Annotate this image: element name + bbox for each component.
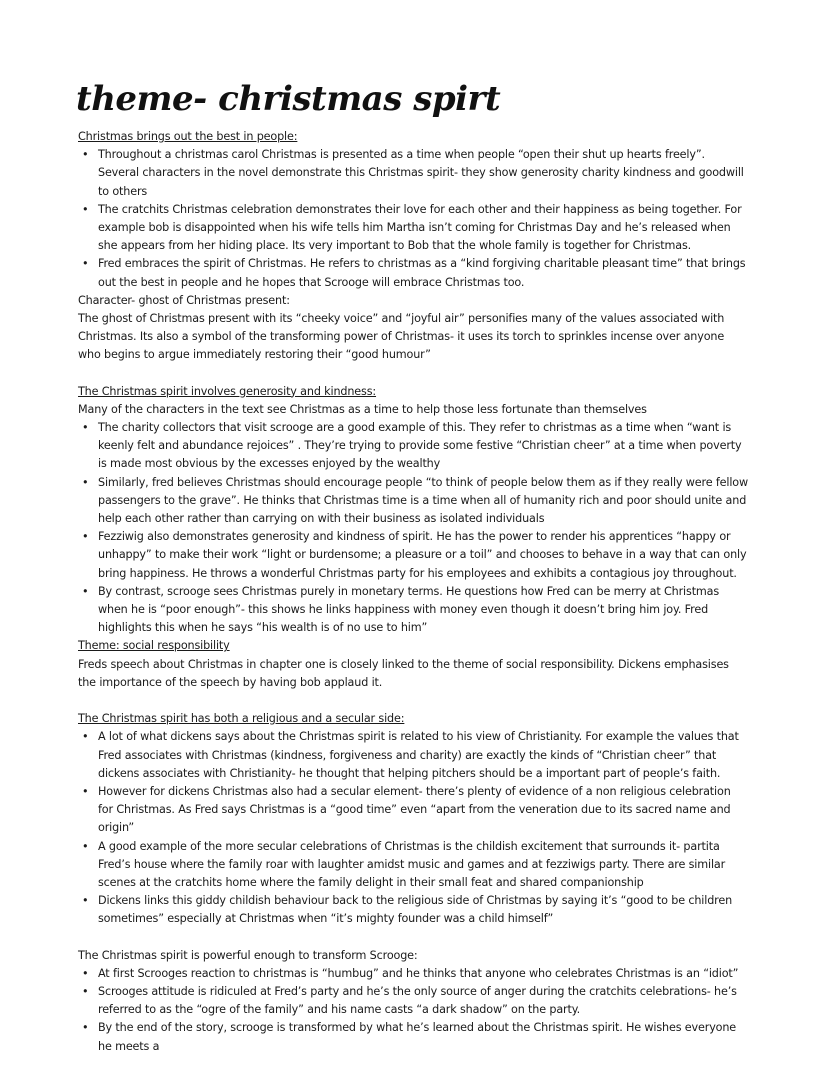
list-item: • Throughout a christmas carol Christmas is presented as a time when people “open their shut up hearts freely”. Several characters in the novel demonstrate this Christmas spirit- they show generosity charity kindness and goodwill to others [78, 146, 748, 201]
list-item: • The cratchits Christmas celebration demonstrates their love for each other and their happiness as being together. For example bob is disappointed when his wife tells him Martha isn’t coming for Christmas Day and he’s released when she appears from her hiding place. Its very important to Bob that the whole family is together for Christmas. [78, 201, 748, 256]
list-item: • Fred embraces the spirit of Christmas. He refers to christmas as a “kind forgiving charitable pleasant time” that brings out the best in people and he hopes that Scrooge will embrace Christmas too. [78, 255, 748, 291]
subsection-label: Character- ghost of Christmas present: [78, 293, 290, 307]
section-transform-scrooge [78, 947, 748, 1056]
bullet-list [78, 965, 748, 1056]
subsection-label: Theme: social responsibility [78, 639, 230, 653]
document-page [78, 70, 748, 1056]
list-item: • Fezziwig also demonstrates generosity and kindness of spirit. He has the power to render his apprentices “happy or unhappy” to make their work “light or burdensome; a pleasure or a toil” and chooses to behave in a way that can only bring happiness. He throws a wonderful Christmas party for his employees and exhibits a contagious joy throughout. [78, 528, 748, 583]
section-generosity [78, 383, 748, 692]
list-item: • By the end of the story, scrooge is transformed by what he’s learned about the Christmas spirit. He wishes everyone he meets a [78, 1019, 748, 1055]
section-best-in-people [78, 128, 748, 365]
section-religious-secular [78, 710, 748, 928]
section-heading: The Christmas spirit is powerful enough to transform Scrooge: [78, 948, 418, 962]
page-title: theme- christmas spirt [76, 79, 501, 119]
section-gap [78, 365, 748, 383]
bullet-list [78, 146, 748, 292]
section-heading: Christmas brings out the best in people: [78, 130, 298, 143]
section-heading: The Christmas spirit involves generosity and kindness: [78, 384, 377, 398]
section-heading: The Christmas spirit has both a religious and a secular side: [78, 712, 405, 726]
list-item: • Similarly, fred believes Christmas should encourage people “to think of people below them as if they really were fellow passengers to the grave”. He thinks that Christmas time is a time when all of humanity rich and poor should unite and help each other rather than carrying on with their business as isolated individuals [78, 474, 748, 529]
list-item: • A lot of what dickens says about the Christmas spirit is related to his view of Christianity. For example the values that Fred associates with Christmas (kindness, forgiveness and charity) are exactly the kinds of “Christian cheer” that dickens associates with Christianity- he thought that helping pitchers should be a important part of people’s faith. [78, 728, 748, 783]
bullet-list [78, 728, 748, 928]
section-gap [78, 692, 748, 710]
list-item: • Dickens links this giddy childish behaviour back to the religious side of Christmas by saying it’s “good to be children sometimes” especially at Christmas when “it’s mighty founder was a child himself” [78, 892, 748, 928]
section-gap [78, 929, 748, 947]
bullet-list [78, 419, 748, 637]
section-intro: Many of the characters in the text see Christmas as a time to help those less fortunate than themselves [78, 402, 647, 416]
list-item: • The charity collectors that visit scrooge are a good example of this. They refer to christmas as a time when “want is keenly felt and abundance rejoices” . They’re trying to provide some festive “Christian cheer” at a time when poverty is made most obvious by the excesses enjoyed by the wealthy [78, 419, 748, 474]
list-item: • At first Scrooges reaction to christmas is “humbug” and he thinks that anyone who celebrates Christmas is an “idiot” [78, 965, 748, 983]
paragraph: The ghost of Christmas present with its “cheeky voice” and “joyful air” personifies many of the values associated with Christmas. Its also a symbol of the transforming power of Christmas- it uses its torch to sprinkles incense over anyone who begins to argue immediately restoring their “good humour” [78, 312, 725, 362]
paragraph: Freds speech about Christmas in chapter one is closely linked to the theme of social responsibility. Dickens emphasises the importance of the speech by having bob applaud it. [78, 657, 729, 689]
list-item: • A good example of the more secular celebrations of Christmas is the childish excitement that surrounds it- partita Fred’s house where the family roar with laughter amidst music and games and at fezziwigs party. There are similar scenes at the cratchits home where the family delight in their small feat and shared companionship [78, 838, 748, 893]
list-item: • By contrast, scrooge sees Christmas purely in monetary terms. He questions how Fred can be merry at Christmas when he is “poor enough”- this shows he links happiness with money even though it doesn’t bring him joy. Fred highlights this when he says “his wealth is of no use to him” [78, 583, 748, 638]
list-item: • Scrooges attitude is ridiculed at Fred’s party and he’s the only source of anger during the cratchits celebrations- he’s referred to as the “ogre of the family” and his name casts “a dark shadow” on the party. [78, 983, 748, 1019]
list-item: • However for dickens Christmas also had a secular element- there’s plenty of evidence of a non religious celebration for Christmas. As Fred says Christmas is a “good time” even “apart from the veneration due to its sacred name and origin” [78, 783, 748, 838]
